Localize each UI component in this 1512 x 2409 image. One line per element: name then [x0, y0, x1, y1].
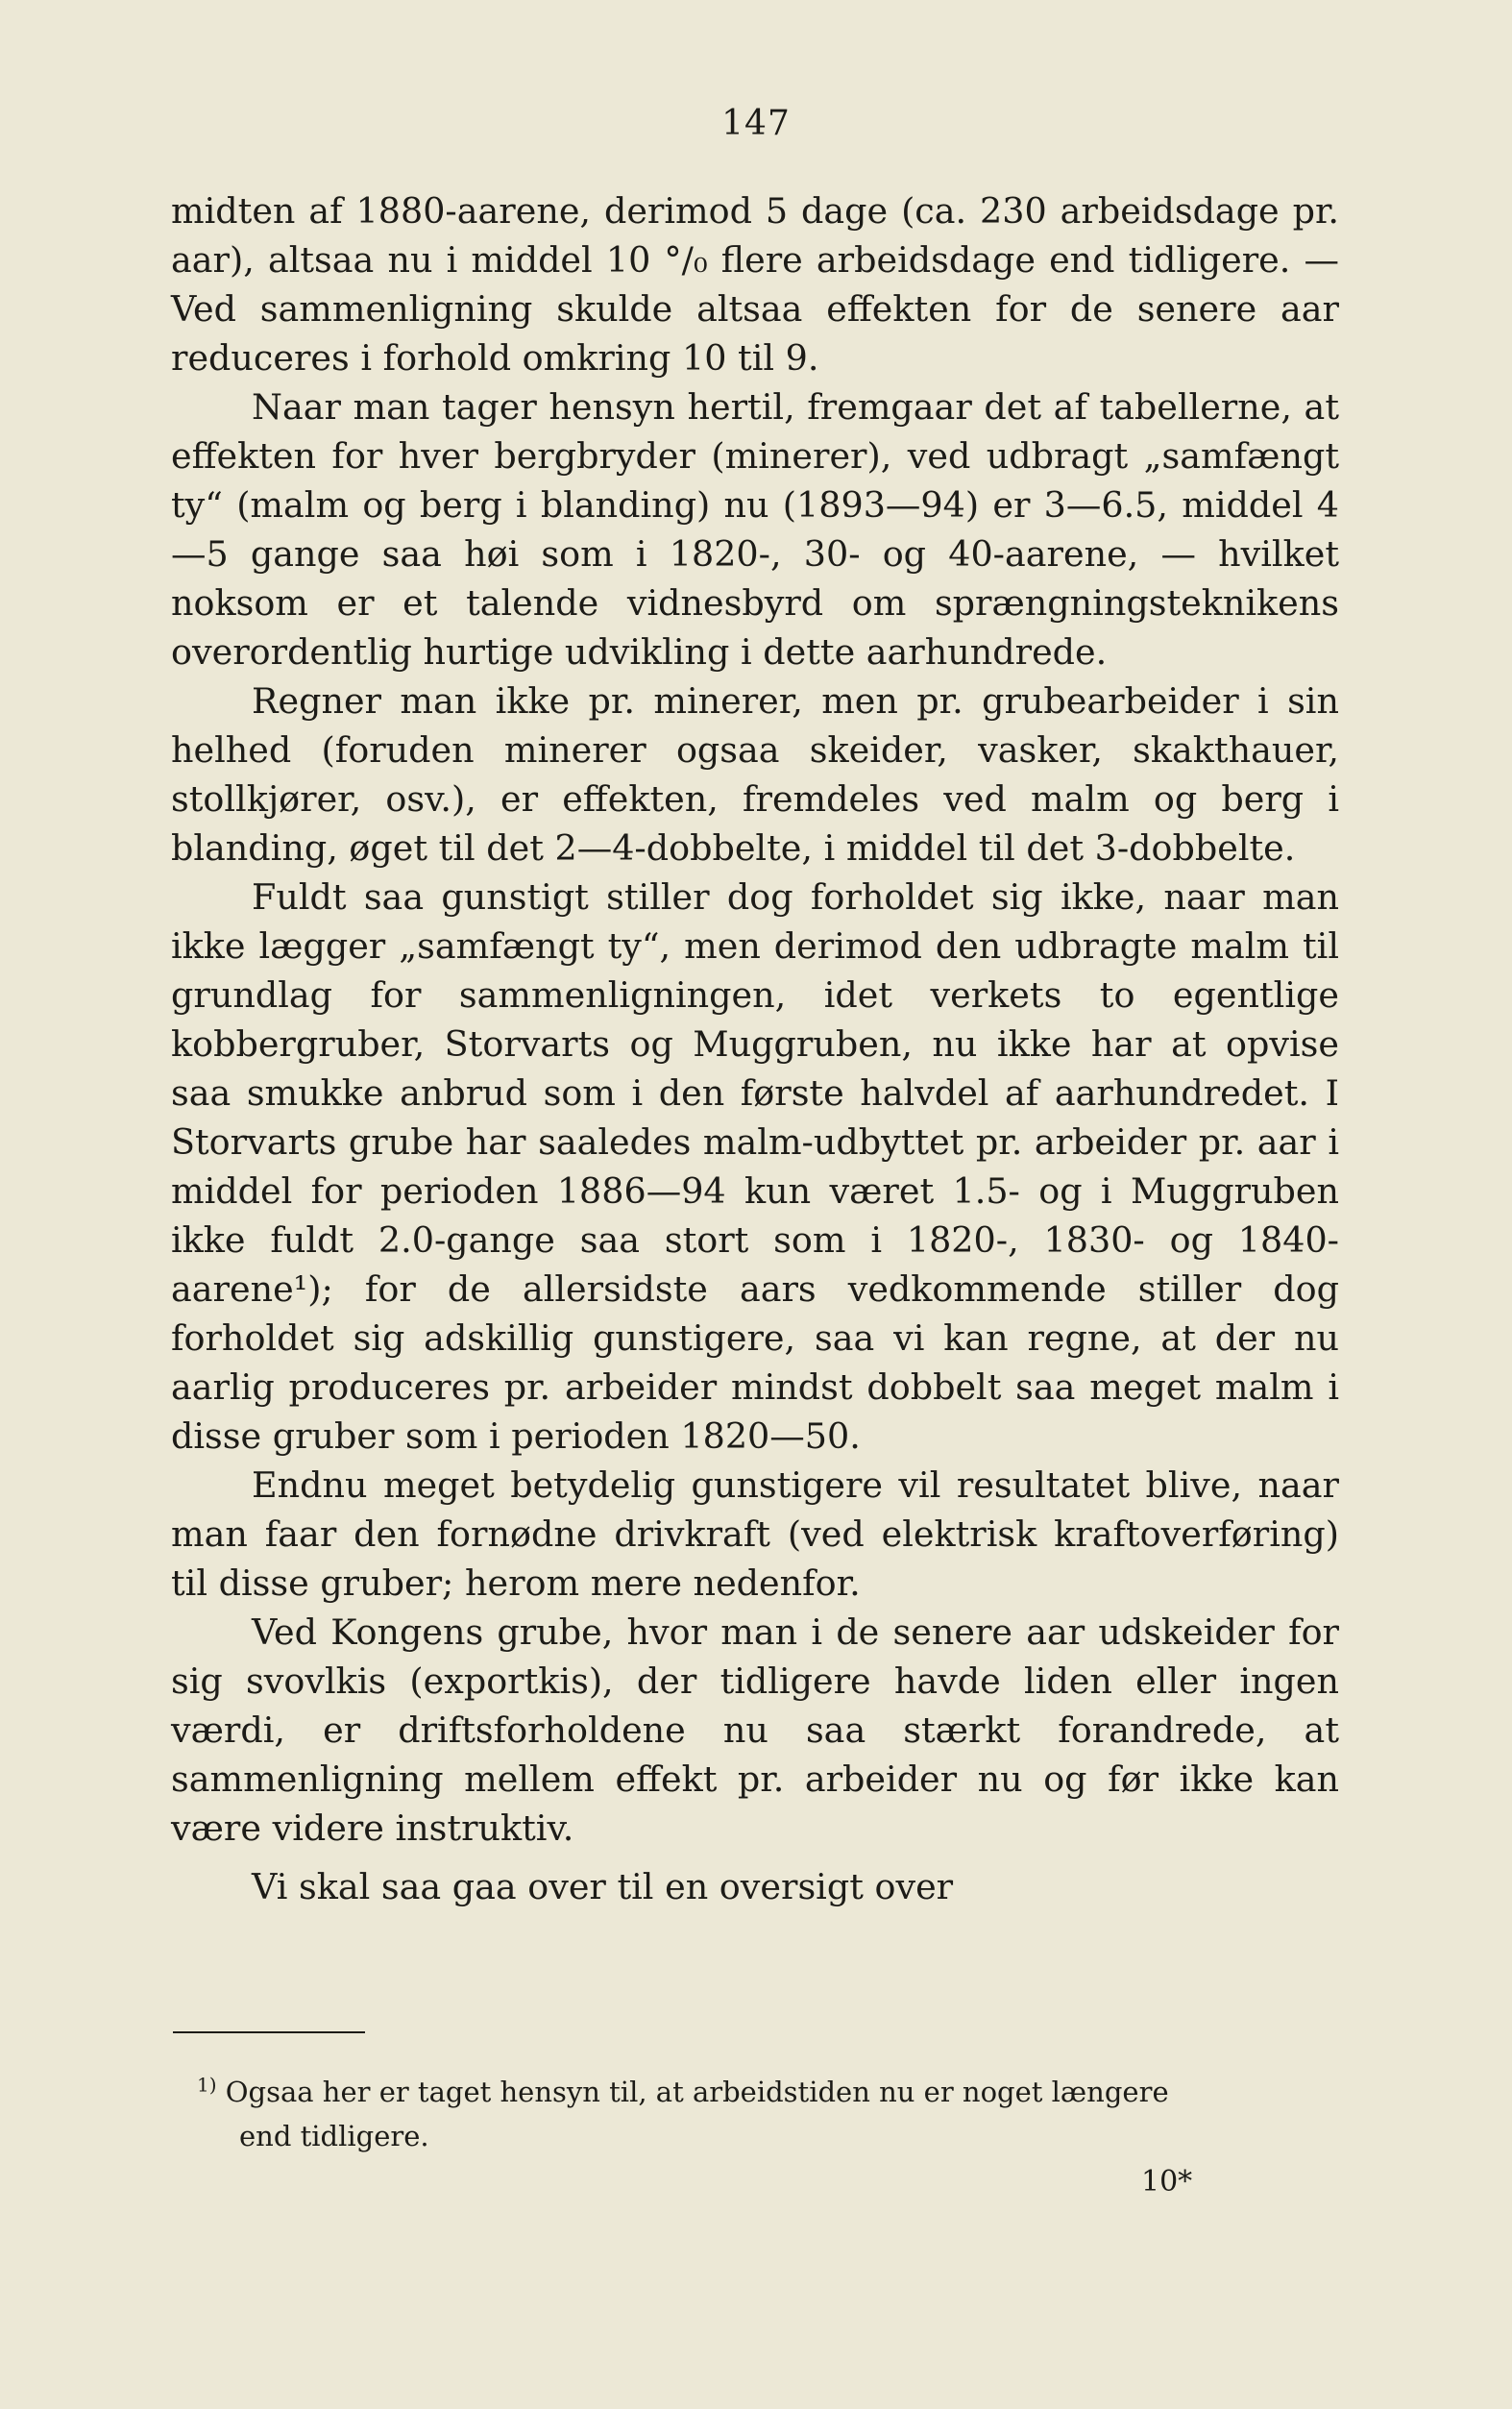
footnote-divider: [173, 2031, 365, 2033]
paragraph-6: Ved Kongens grube, hvor man i de senere aar udskeider for sig svovlkis (exportkis), der tidligere havde liden eller ingen værdi, er driftsforholdene nu saa stærkt forandrede, at sammenligning mellem effekt pr. arbeider nu og før ikke kan være videre instruktiv.: [171, 1611, 1339, 1849]
paragraph-3: Regner man ikke pr. minerer, men pr. grubearbeider i sin helhed (foruden minerer ogsaa skeider, vasker, skakthauer, stollkjører, osv.), er effekten, fremdeles ved malm og berg i blanding, øget til det 2—4-dobbelte, i middel til det 3-dobbelte.: [171, 680, 1339, 869]
footnote-mark: 1): [197, 2073, 217, 2097]
main-text: [171, 186, 1339, 1911]
footnote-line-1: Ogsaa her er taget hensyn til, at arbeidstiden nu er noget længere: [225, 2076, 1169, 2108]
paragraph-1: midten af 1880-aarene, derimod 5 dage (ca. 230 arbeidsdage pr. aar), altsaa nu i middel 10 °/₀ flere arbeidsdage end tidligere. — Ved sammenligning skulde altsaa effekten for de senere aar reduceres i forhold omkring 10 til 9.: [171, 190, 1339, 379]
footnote-line-2: end tidligere.: [239, 2120, 429, 2152]
paragraph-7: Vi skal saa gaa over til en oversigt over: [252, 1866, 954, 1907]
page-number: 147: [721, 104, 791, 143]
signature-mark: 10*: [1141, 2165, 1193, 2199]
footnote: [197, 2070, 1339, 2158]
paragraph-4: Fuldt saa gunstigt stiller dog forholdet sig ikke, naar man ikke lægger „samfængt ty“, men derimod den udbragte malm til grundlag for sammenligningen, idet verkets to egentlige kobbergruber, Storvarts og Muggruben, nu ikke har at opvise saa smukke anbrud som i den første halvdel af aarhundredet. I Storvarts grube har saaledes malm-udbyttet pr. arbeider pr. aar i middel for perioden 1886—94 kun været 1.5- og i Muggruben ikke fuldt 2.0-gange saa stort som i 1820-, 1830- og 1840-aarene¹); for de allersidste aars vedkommende stiller dog forholdet sig adskillig gunstigere, saa vi kan regne, at der nu aarlig produceres pr. arbeider mindst dobbelt saa meget malm i disse gruber som i perioden 1820—50.: [171, 876, 1339, 1457]
paragraph-5: Endnu meget betydelig gunstigere vil resultatet blive, naar man faar den fornødne drivkraft (ved elektrisk kraftoverføring) til disse gruber; herom mere nedenfor.: [171, 1464, 1339, 1604]
paragraph-2: Naar man tager hensyn hertil, fremgaar det af tabellerne, at effekten for hver bergbryder (minerer), ved udbragt „samfængt ty“ (malm og berg i blanding) nu (1893—94) er 3—6.5, middel 4—5 gange saa høi som i 1820-, 30- og 40-aarene, — hvilket noksom er et talende vidnesbyrd om sprængningsteknikens overordentlig hurtige udvikling i dette aarhundrede.: [171, 386, 1339, 673]
